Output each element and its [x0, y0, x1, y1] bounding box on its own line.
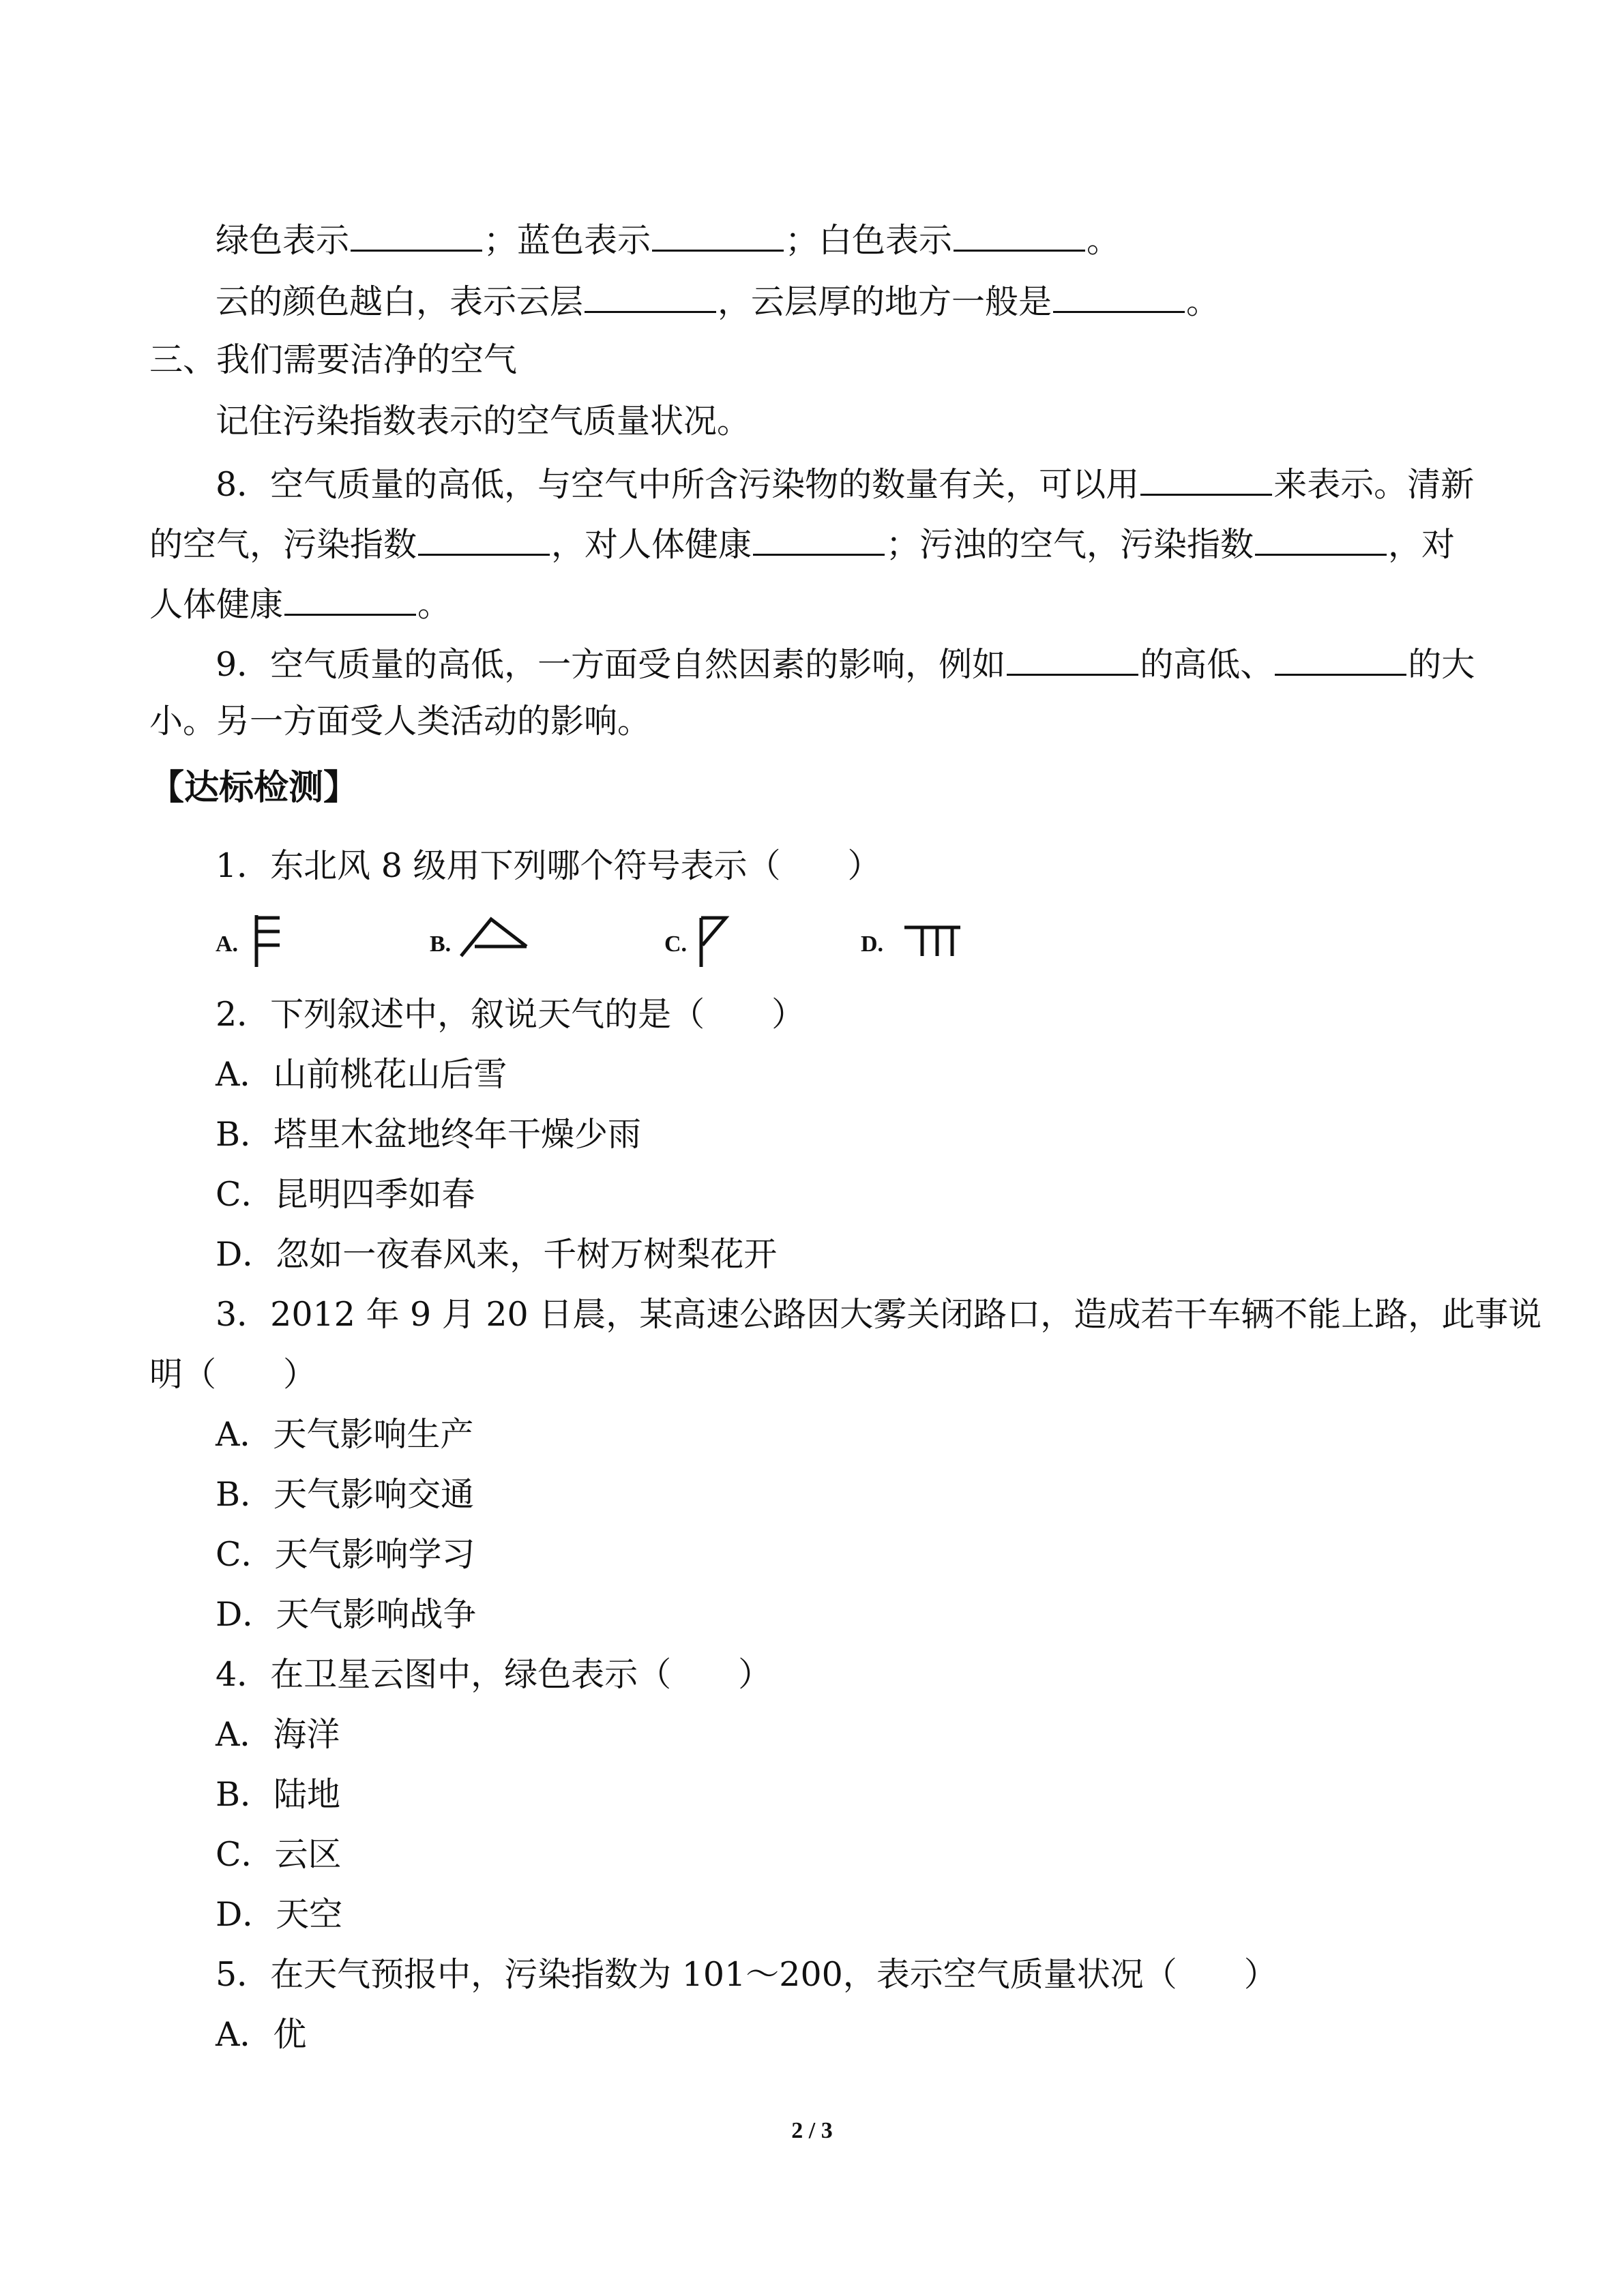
blank-q9-a[interactable]: [1007, 641, 1138, 676]
wind-symbol-a-icon: [250, 914, 291, 968]
wind-symbol-b-icon: [458, 914, 533, 961]
q2-option-c[interactable]: C．昆明四季如春: [216, 1175, 475, 1214]
option-label: B.: [430, 931, 452, 957]
q3-stem-line1: 3．2012 年 9 月 20 日晨，某高速公路因大雾关闭路口，造成若干车辆不能上路，此事说: [216, 1295, 1542, 1334]
q8-line2: [149, 521, 1455, 562]
text: 。: [1186, 282, 1220, 321]
wind-symbol-c-icon: [693, 914, 734, 968]
check-heading: 【达标检测】: [149, 768, 359, 808]
q3-option-a[interactable]: A．天气影响生产: [216, 1415, 474, 1454]
blank-white[interactable]: [954, 217, 1085, 252]
blank-green[interactable]: [351, 217, 482, 252]
blank-q9-b[interactable]: [1275, 641, 1406, 676]
blank-cloud-layer[interactable]: [585, 278, 716, 313]
text: ；污浊的空气，污染指数: [886, 525, 1254, 564]
text: 的空气，污染指数: [149, 525, 417, 564]
q2-option-a[interactable]: A．山前桃花山后雪: [216, 1055, 507, 1094]
blank-q8-dirty-index[interactable]: [1255, 521, 1387, 556]
q8-line3: [149, 581, 451, 622]
text: 来表示。清新: [1273, 465, 1475, 504]
q4-option-a[interactable]: A．海洋: [216, 1715, 340, 1754]
text: 绿色表示: [216, 221, 350, 260]
blank-q8-dirty-health[interactable]: [284, 581, 416, 616]
text: 。: [1087, 221, 1121, 260]
q3-option-b[interactable]: B．天气影响交通: [216, 1475, 475, 1514]
text: ，云层厚的地方一般是: [718, 282, 1052, 321]
page-number: 2 / 3: [791, 2118, 833, 2143]
option-label: D.: [861, 931, 884, 957]
blank-thick-cloud[interactable]: [1053, 278, 1185, 313]
text: 的高低、: [1140, 645, 1274, 684]
q4-option-d[interactable]: D．天空: [216, 1895, 343, 1934]
q9-line2: 小。另一方面受人类活动的影响。: [149, 702, 651, 741]
q8-line1: [216, 461, 1474, 502]
text: ，对人体健康: [551, 525, 752, 564]
text: ；蓝色表示: [484, 221, 651, 260]
section3-note: 记住污染指数表示的空气质量状况。: [216, 402, 751, 441]
q4-option-c[interactable]: C．云区: [216, 1835, 342, 1874]
option-label: A.: [216, 931, 239, 957]
q9-line1: [216, 641, 1475, 682]
text: ，对: [1388, 525, 1456, 564]
text: 8．空气质量的高低，与空气中所含污染物的数量有关，可以用: [216, 465, 1140, 504]
q3-stem-line2: 明（ ）: [149, 1355, 317, 1394]
section3-title: 三、我们需要洁净的空气: [149, 340, 518, 379]
q5-option-a[interactable]: A．优: [216, 2015, 307, 2054]
text: 。: [417, 585, 452, 624]
text: 云的颜色越白，表示云层: [216, 282, 584, 321]
blank-q8-clean-index[interactable]: [418, 521, 550, 556]
text: ；白色表示: [785, 221, 953, 260]
text: 的大: [1408, 645, 1475, 684]
q3-option-c[interactable]: C．天气影响学习: [216, 1535, 475, 1574]
blank-q8-clean-health[interactable]: [753, 521, 885, 556]
q1-stem: 1．东北风 8 级用下列哪个符号表示（ ）: [216, 846, 881, 885]
q2-stem: 2．下列叙述中，叙说天气的是（ ）: [216, 995, 806, 1034]
q3-option-d[interactable]: D．天气影响战争: [216, 1595, 477, 1634]
cloud-thickness-line: [216, 278, 1220, 319]
q5-stem: 5．在天气预报中，污染指数为 101～200，表示空气质量状况（ ）: [216, 1955, 1278, 1994]
q4-option-b[interactable]: B．陆地: [216, 1775, 341, 1814]
q4-stem: 4．在卫星云图中，绿色表示（ ）: [216, 1655, 772, 1694]
blank-blue[interactable]: [652, 217, 784, 252]
text: 9．空气质量的高低，一方面受自然因素的影响，例如: [216, 645, 1006, 684]
q2-option-d[interactable]: D．忽如一夜春风来，千树万树梨花开: [216, 1235, 778, 1274]
blank-q8-index[interactable]: [1140, 461, 1272, 496]
text: 人体健康: [149, 585, 284, 624]
wind-symbol-d-icon: [903, 914, 964, 961]
cloud-color-line: [216, 217, 1120, 258]
option-label: C.: [664, 931, 688, 957]
q2-option-b[interactable]: B．塔里木盆地终年干燥少雨: [216, 1115, 642, 1154]
